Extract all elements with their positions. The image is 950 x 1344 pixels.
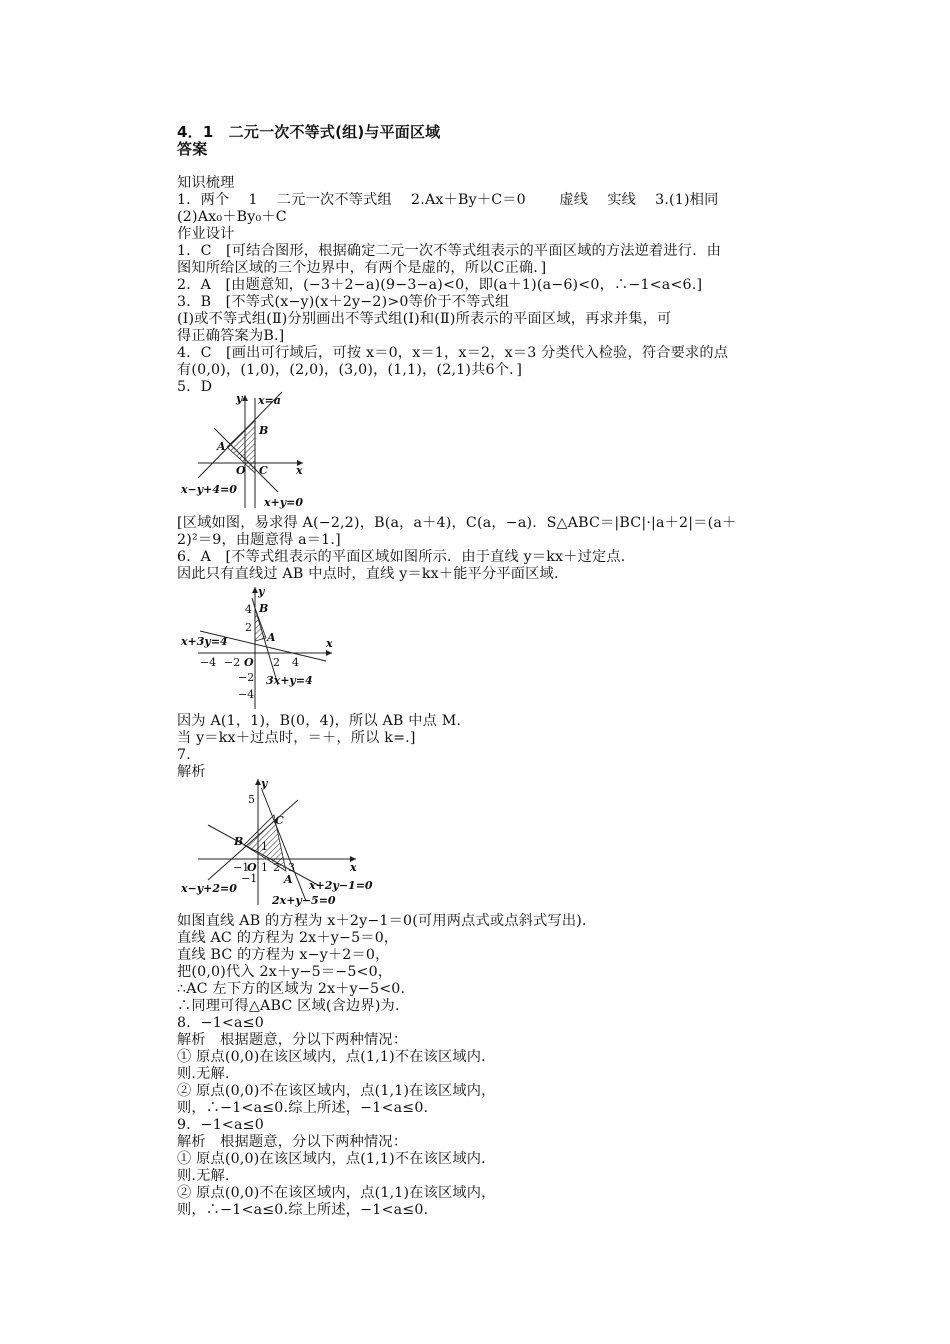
text-line: (2)Ax₀＋By₀＋C xyxy=(177,209,287,225)
text-line: 8．−1<a≤0 xyxy=(177,1015,264,1031)
fig5-line-2: x+y=0 xyxy=(264,496,304,509)
fig6-tick-y2: 2 xyxy=(245,621,252,634)
fig6-tick-y4: 4 xyxy=(245,603,252,616)
fig6-tick-ym4: −4 xyxy=(238,688,255,701)
text-line: [区域如图，易求得 A(−2,2)，B(a，a＋4)，C(a，−a)．S△ABC＝|BC|·|a＋2|＝(a＋ xyxy=(177,515,737,531)
fig7-line-3: 2x+y−5=0 xyxy=(272,894,336,907)
fig7-y-label: y xyxy=(261,777,268,790)
text-line: 9．−1<a≤0 xyxy=(177,1117,264,1133)
text-line: 作业设计 xyxy=(177,226,235,242)
fig5-x-label: x xyxy=(296,464,303,477)
section-title: 4．1 二元一次不等式(组)与平面区域 xyxy=(177,123,441,141)
figure-problem-5 xyxy=(178,390,308,512)
fig7-point-c: C xyxy=(275,814,284,827)
fig5-point-b: B xyxy=(259,424,269,437)
fig7-line-2: x+2y−1=0 xyxy=(309,879,373,892)
fig7-tick-x1: 1 xyxy=(261,861,268,874)
fig7-tick-x3: 3 xyxy=(288,861,295,874)
text-line: 7. xyxy=(177,747,191,763)
text-line: 1．两个 1 二元一次不等式组 2.Ax＋By＋C＝0 虚线 实线 3.(1)相同 xyxy=(177,192,719,208)
text-line: 直线 AC 的方程为 2x＋y−5＝0， xyxy=(177,930,399,946)
text-line: 图知所给区域的三个边界中，有两个是虚的，所以C正确．] xyxy=(177,260,547,276)
text-line: 直线 BC 的方程为 x−y＋2＝0， xyxy=(177,947,390,963)
text-line: ∴同理可得△ABC 区域(含边界)为. xyxy=(177,998,400,1014)
text-line: 则，∴−1<a≤0.综上所述，−1<a≤0. xyxy=(177,1100,429,1116)
text-line: ② 原点(0,0)不在该区域内，点(1,1)在该区域内， xyxy=(177,1185,496,1201)
text-line: ∴AC 左下方的区域为 2x＋y−5<0. xyxy=(177,981,406,997)
fig7-tick-xm1: −1 xyxy=(233,861,250,874)
fig7-tick-y5: 5 xyxy=(248,793,255,806)
fig7-tick-ym1: −1 xyxy=(241,872,258,885)
text-line: 有(0,0)，(1,0)，(2,0)，(3,0)，(1,1)，(2,1)共6个．] xyxy=(177,362,523,378)
fig7-origin: O xyxy=(247,861,257,874)
text-line: 因为 A(1，1)，B(0，4)，所以 AB 中点 M. xyxy=(177,713,462,729)
fig6-origin: O xyxy=(244,656,254,669)
text-line: 2)²＝9，由题意得 a＝1.] xyxy=(177,532,341,548)
figure-problem-7 xyxy=(178,775,378,909)
fig6-tick-x2: 2 xyxy=(273,656,280,669)
text-line: 解析 xyxy=(177,764,206,780)
text-line: 则.无解. xyxy=(177,1066,230,1082)
fig5-point-c: C xyxy=(259,464,268,477)
fig5-point-a: A xyxy=(217,440,226,453)
text-line: ① 原点(0,0)在该区域内，点(1,1)不在该区域内． xyxy=(177,1049,496,1065)
text-line: 解析 根据题意，分以下两种情况： xyxy=(177,1032,408,1048)
fig6-tick-xm2: −2 xyxy=(224,656,241,669)
fig6-point-a: A xyxy=(267,631,276,644)
fig7-point-a: A xyxy=(284,873,293,886)
text-line: 如图直线 AB 的方程为 x＋2y−1＝0(可用两点式或点斜式写出)． xyxy=(177,913,597,929)
fig7-point-b: B xyxy=(234,835,244,848)
text-line: ① 原点(0,0)在该区域内，点(1,1)不在该区域内． xyxy=(177,1151,496,1167)
text-line: 知识梳理 xyxy=(177,175,235,191)
fig5-origin: O xyxy=(236,464,246,477)
text-line: 1．C [可结合图形，根据确定二元一次不等式组表示的平面区域的方法逆着进行．由 xyxy=(177,243,721,259)
fig7-tick-y1: 1 xyxy=(261,840,268,853)
text-line: 解析 根据题意，分以下两种情况： xyxy=(177,1134,408,1150)
text-line: 则.无解. xyxy=(177,1168,230,1184)
fig5-line-1: x−y+4=0 xyxy=(181,483,237,496)
text-line: 5．D xyxy=(177,379,213,395)
text-line: 因此只有直线过 AB 中点时，直线 y＝kx＋能平分平面区域. xyxy=(177,566,559,582)
text-line: 则，∴−1<a≤0.综上所述，−1<a≤0. xyxy=(177,1202,429,1218)
text-line: 6．A [不等式组表示的平面区域如图所示．由于直线 y＝kx＋过定点. xyxy=(177,549,626,565)
text-line: 得正确答案为B.] xyxy=(177,328,285,344)
text-line: 2．A [由题意知，(−3＋2−a)(9−3−a)<0，即(a＋1)(a−6)<0，∴−1<a<6.] xyxy=(177,277,703,293)
fig6-line-2: 3x+y=4 xyxy=(266,674,313,687)
fig6-point-b: B xyxy=(259,602,269,615)
figure-problem-6 xyxy=(178,581,338,713)
fig7-x-label: x xyxy=(350,861,357,874)
fig6-x-label: x xyxy=(326,637,333,650)
text-line: 当 y＝kx＋过点时，＝＋，所以 k=.] xyxy=(177,730,416,746)
text-line: ② 原点(0,0)不在该区域内，点(1,1)在该区域内， xyxy=(177,1083,496,1099)
fig6-tick-ym2: −2 xyxy=(238,671,255,684)
text-line: (Ⅰ)或不等式组(Ⅱ)分别画出不等式组(Ⅰ)和(Ⅱ)所表示的平面区域，再求并集，可 xyxy=(177,311,672,327)
text-line: 4．C [画出可行域后，可按 x＝0，x＝1，x＝2，x＝3 分类代入检验，符合要求的点 xyxy=(177,345,729,361)
fig7-tick-x2: 2 xyxy=(273,861,280,874)
fig6-y-label: y xyxy=(258,585,265,598)
fig5-line-xa: x=a xyxy=(258,394,281,407)
fig5-y-label: y xyxy=(236,392,243,405)
text-line: 把(0,0)代入 2x＋y−5＝−5<0， xyxy=(177,964,393,980)
text-line: 3．B [不等式(x−y)(x＋2y−2)>0等价于不等式组 xyxy=(177,294,510,310)
fig7-line-1: x−y+2=0 xyxy=(181,882,237,895)
fig6-tick-x4: 4 xyxy=(292,656,299,669)
fig6-tick-xm4: −4 xyxy=(200,656,217,669)
fig6-line-1: x+3y=4 xyxy=(181,635,228,648)
answer-heading: 答案 xyxy=(177,140,208,158)
